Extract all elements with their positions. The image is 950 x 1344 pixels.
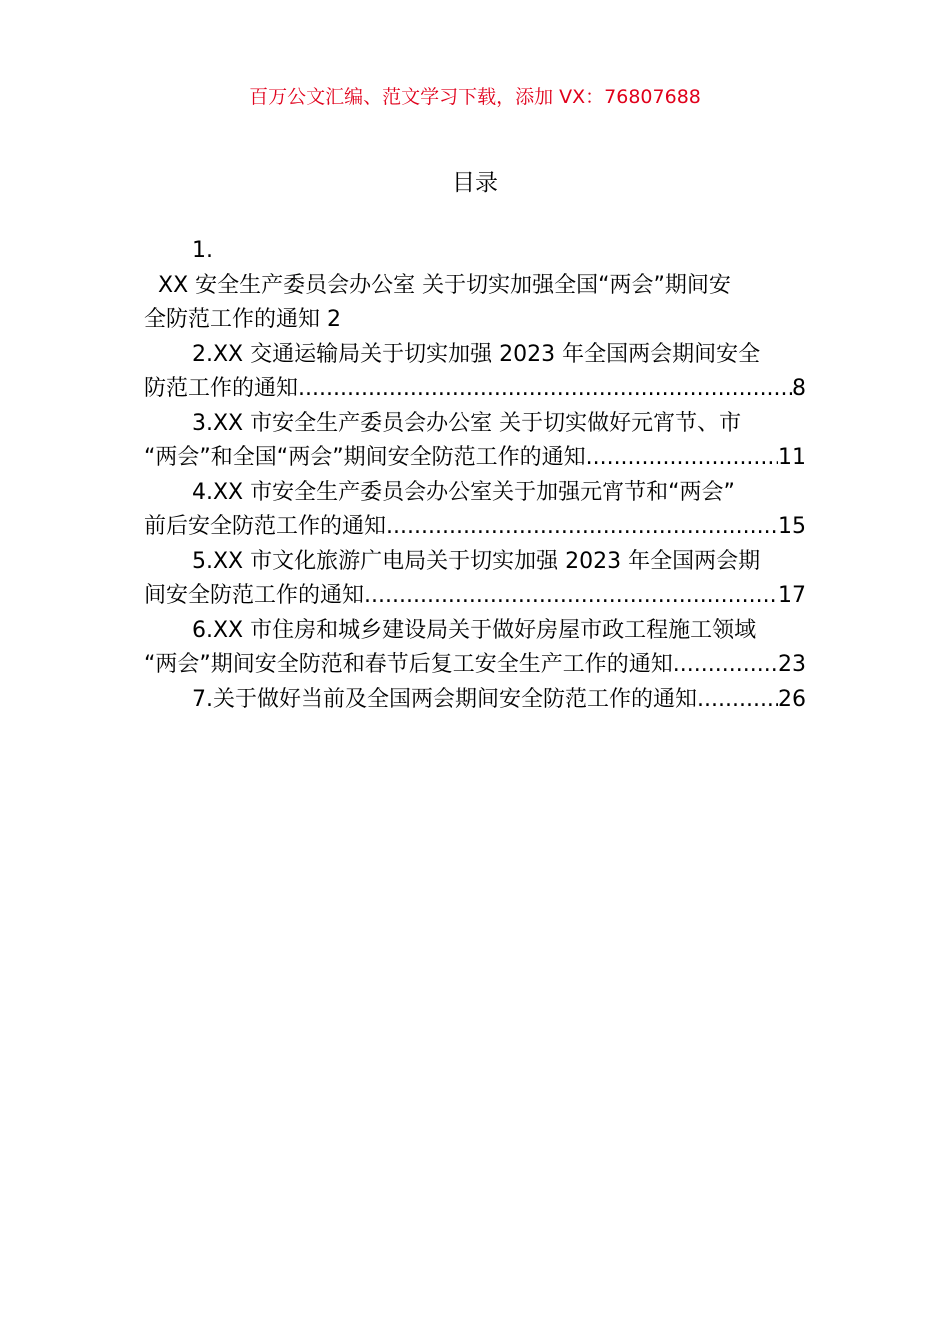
toc-entry-title-line: 5.XX 市文化旅游广电局关于切实加强 2023 年全国两会期	[192, 548, 761, 574]
toc-page-number: 11	[778, 445, 806, 470]
toc-page-number: 26	[778, 686, 806, 712]
toc-entry-4[interactable]	[144, 476, 806, 545]
toc-entry-title-line: “两会”期间安全防范和春节后复工安全生产工作的通知	[144, 652, 673, 677]
toc-entry-leader-line	[144, 372, 806, 407]
toc-entry-title-line: “两会”和全国“两会”期间安全防范工作的通知	[144, 445, 586, 470]
header-banner: 百万公文汇编、范文学习下载，添加 VX：76807688	[249, 86, 701, 108]
toc-entry-title-line: 前后安全防范工作的通知	[144, 514, 387, 539]
toc-entry-title-line: 7.关于做好当前及全国两会期间安全防范工作的通知	[192, 686, 697, 712]
dot-leader	[673, 648, 778, 683]
table-of-contents	[144, 234, 806, 717]
toc-entry-2[interactable]	[144, 338, 806, 407]
toc-entry-leader-line	[144, 648, 806, 683]
toc-entry-title-line: 6.XX 市住房和城乡建设局关于做好房屋市政工程施工领域	[192, 617, 757, 643]
toc-entry-title-line: 间安全防范工作的通知	[144, 583, 365, 608]
dot-leader	[586, 441, 778, 476]
toc-title: 目录	[452, 170, 498, 196]
dot-leader	[697, 683, 778, 718]
toc-entry-3[interactable]	[144, 407, 806, 476]
dot-leader	[386, 510, 778, 545]
dot-leader	[364, 579, 778, 614]
toc-entry-title-line: 3.XX 市安全生产委员会办公室 关于切实做好元宵节、市	[192, 410, 742, 436]
toc-entry-title-line: XX 安全生产委员会办公室 关于切实加强全国“两会”期间安	[158, 272, 731, 298]
toc-page-number: 8	[792, 376, 806, 401]
toc-page-number: 23	[778, 652, 806, 677]
toc-entry-leader-line	[144, 441, 806, 476]
toc-entry-1[interactable]	[144, 234, 806, 338]
toc-entry-title-line: 防范工作的通知	[144, 376, 299, 401]
toc-entry-leader-line	[144, 579, 806, 614]
toc-entry-leader-line	[144, 510, 806, 545]
toc-entry-title-line: 2.XX 交通运输局关于切实加强 2023 年全国两会期间安全	[192, 341, 761, 367]
toc-entry-title-line: 全防范工作的通知 2	[144, 307, 341, 332]
toc-entry-6[interactable]	[144, 614, 806, 683]
toc-page-number: 17	[778, 583, 806, 608]
toc-entry-number: 1.	[192, 238, 213, 263]
dot-leader	[298, 372, 792, 407]
toc-entry-7[interactable]	[144, 683, 806, 718]
toc-entry-5[interactable]	[144, 545, 806, 614]
toc-page-number: 15	[778, 514, 806, 539]
toc-entry-leader-line	[144, 683, 806, 718]
toc-entry-title-line: 4.XX 市安全生产委员会办公室关于加强元宵节和“两会”	[192, 479, 735, 505]
